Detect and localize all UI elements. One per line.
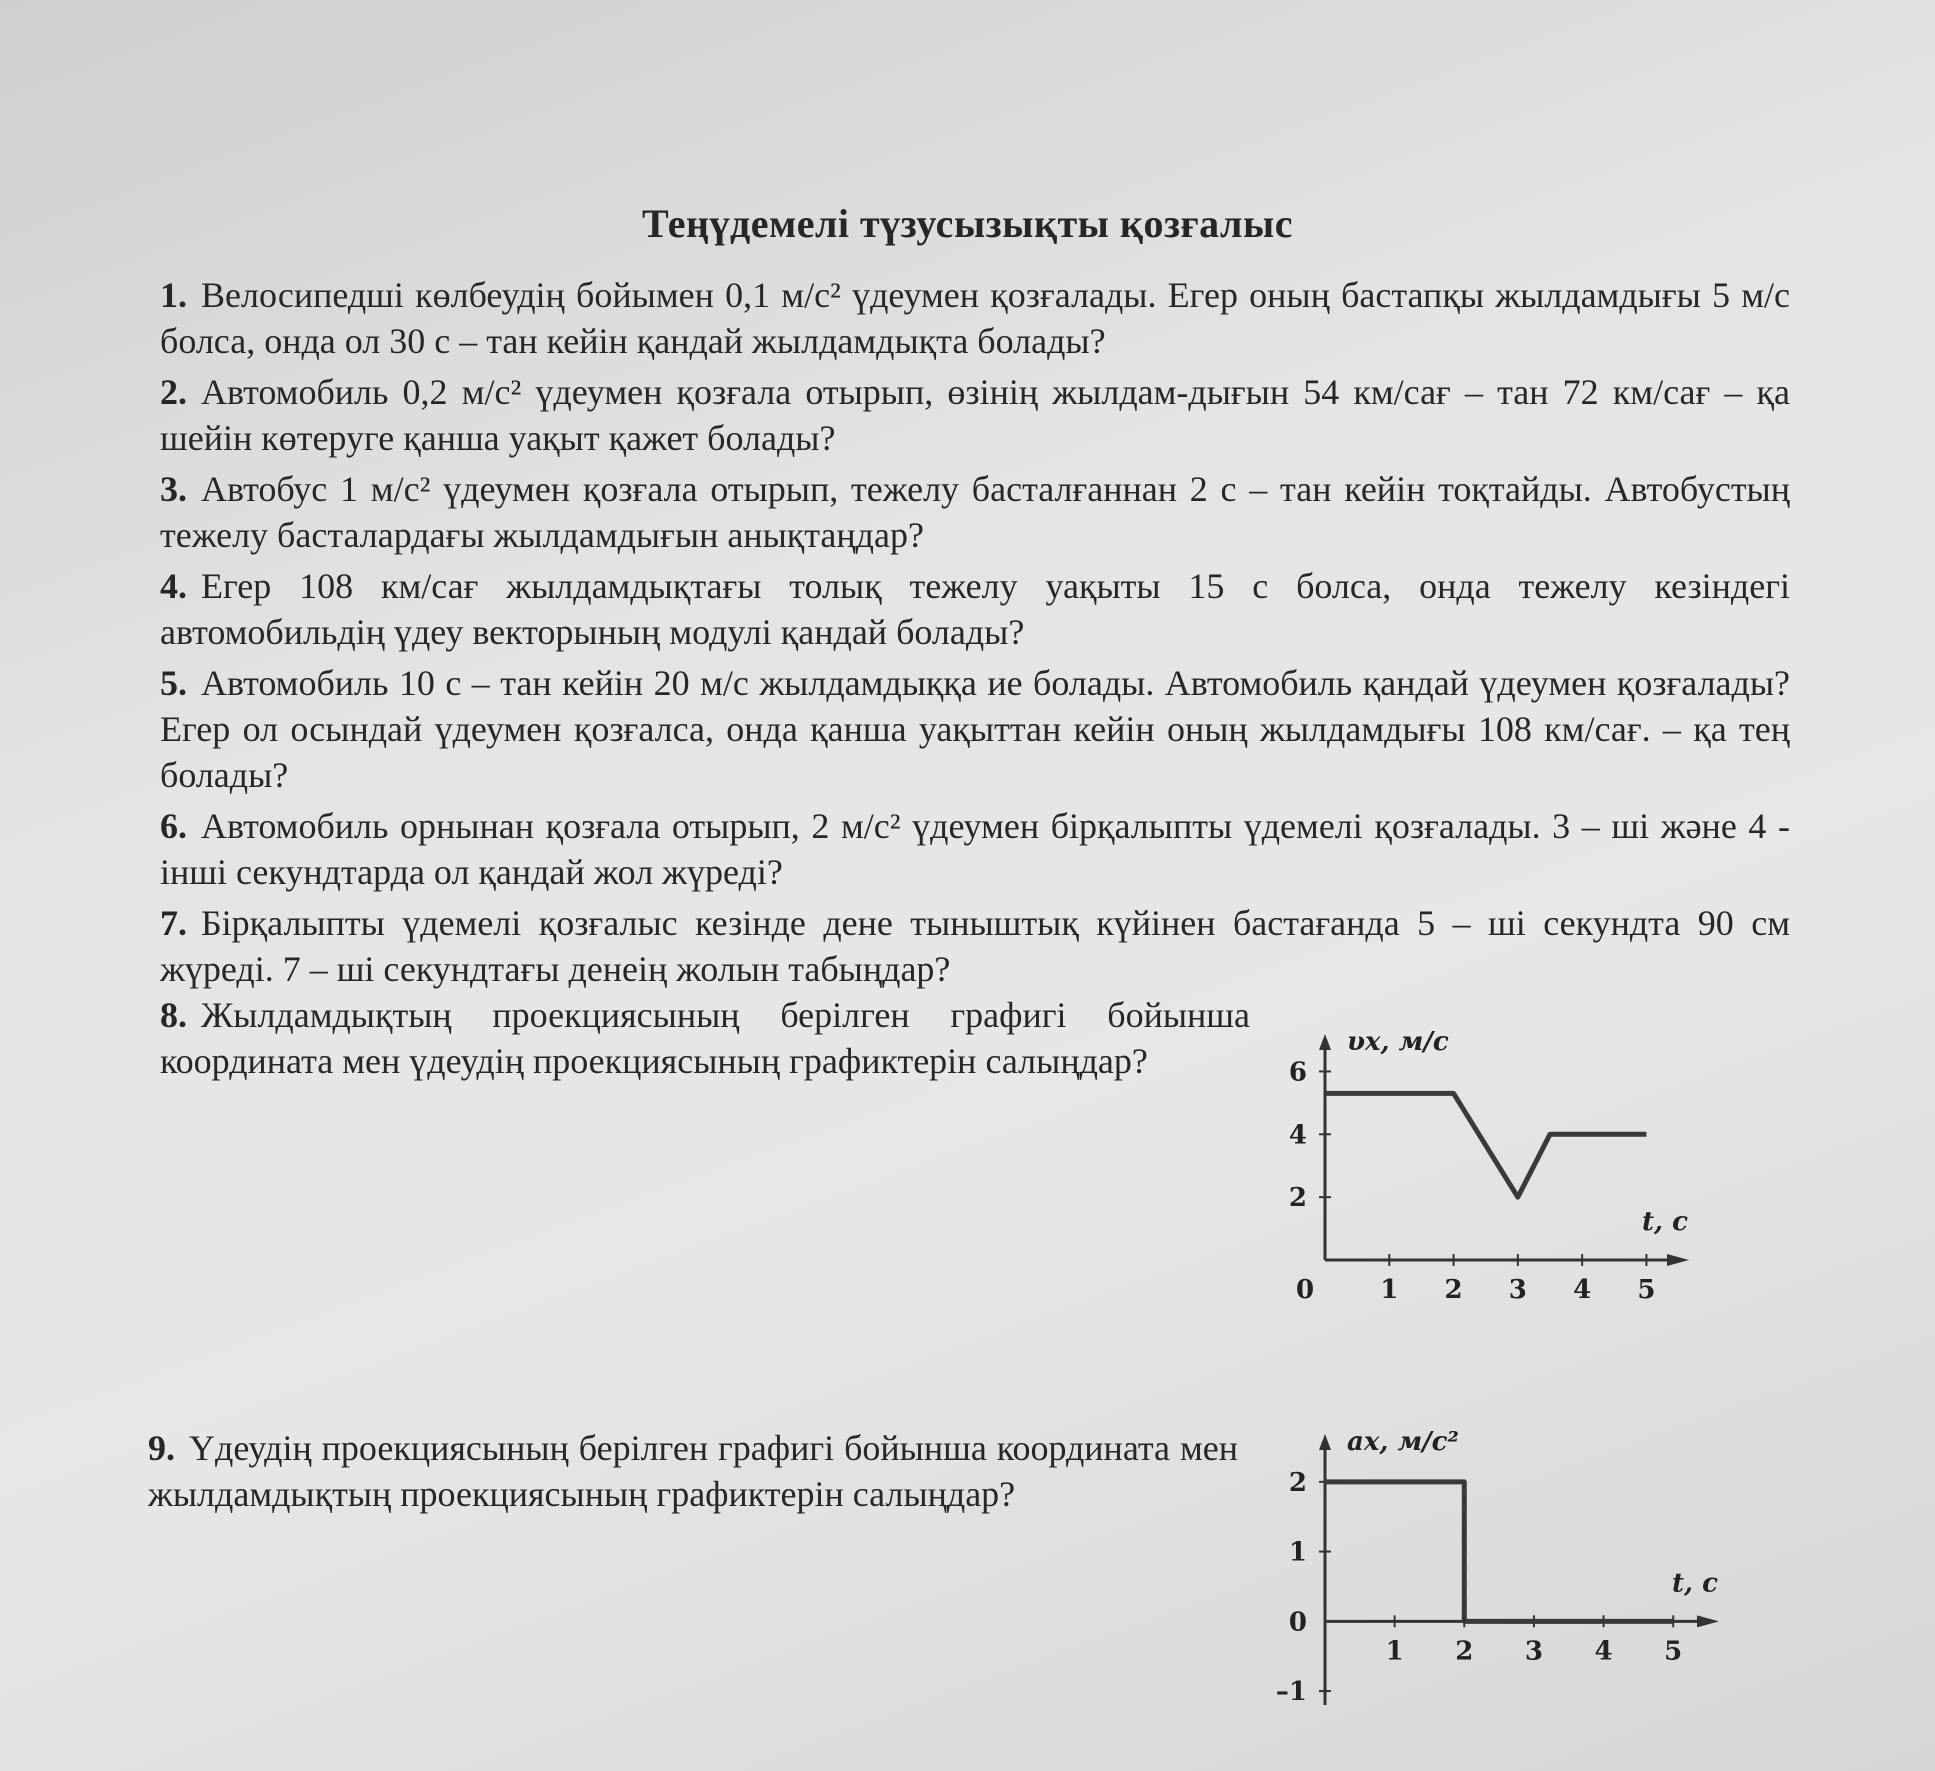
- problem-text: Автобус 1 м/с² үдеумен қозғала отырып, тежелу басталғаннан 2 с – тан кейін тоқтайды. Автобустың тежелу басталардағы жылдамдығын анықтаңдар?: [160, 469, 1790, 555]
- acceleration-graph: [1270, 1415, 1730, 1735]
- x-tick-label: 3: [1524, 1636, 1543, 1667]
- x-tick-label: 1: [1385, 1636, 1404, 1667]
- x-axis-label: t, c: [1642, 1207, 1688, 1237]
- y-tick-label: 0: [1288, 1607, 1307, 1638]
- problem-number: 9.: [148, 1428, 175, 1468]
- problem-4: [160, 563, 1790, 655]
- problem-number: 2.: [160, 372, 187, 412]
- y-tick-label: –1: [1275, 1677, 1307, 1708]
- y-tick-label: 4: [1288, 1120, 1307, 1151]
- problem-number: 6.: [160, 806, 187, 846]
- problem-text: Автомобиль орнынан қозғала отырып, 2 м/с² үдеумен бірқалыпты үдемелі қозғалады. 3 – ші және 4 - інші секундтарда ол қандай жол жүреді?: [160, 806, 1790, 892]
- x-tick-label: 5: [1637, 1275, 1656, 1305]
- x-tick-label: 0: [1295, 1275, 1315, 1305]
- x-axis-arrow: [1697, 1615, 1719, 1627]
- problem-8: [160, 992, 1250, 1084]
- problem-3: [160, 466, 1790, 558]
- problem-number: 5.: [160, 663, 187, 703]
- problem-number: 4.: [160, 566, 187, 606]
- problem-text: Автомобиль 10 с – тан кейін 20 м/с жылдамдыққа ие болады. Автомобиль қандай үдеумен қозғалады? Егер ол осындай үдеумен қозғалса, онда қанша уақыттан кейін оның жылдамдығы 108 км/сағ. – қа тең болады?: [160, 663, 1790, 795]
- y-axis-arrow: [1319, 1434, 1331, 1450]
- y-tick-label: 1: [1288, 1537, 1307, 1568]
- problem-number: 1.: [160, 275, 187, 315]
- x-tick-label: 4: [1573, 1275, 1592, 1305]
- problem-text: Автомобиль 0,2 м/с² үдеумен қозғала отырып, өзінің жылдам-дығын 54 км/сағ – тан 72 км/сағ – қа шейін көтеруге қанша уақыт қажет болады?: [160, 372, 1790, 458]
- x-axis-arrow: [1667, 1254, 1689, 1266]
- problem-7: [160, 900, 1790, 992]
- x-tick-label: 1: [1380, 1275, 1399, 1305]
- x-tick-label: 4: [1594, 1636, 1613, 1667]
- velocity-graph: [1270, 1010, 1700, 1310]
- problem-text: Бірқалыпты үдемелі қозғалыс кезінде дене тыныштық күйінен бастағанда 5 – ші секундта 90 см жүреді. 7 – ші секундтағы денеің жолын табыңдар?: [160, 903, 1790, 989]
- problem-number: 7.: [160, 903, 187, 943]
- problem-list: [160, 272, 1790, 997]
- y-axis-label: ax, м/с²: [1347, 1427, 1459, 1457]
- problem-number: 8.: [160, 995, 187, 1035]
- x-tick-label: 2: [1455, 1636, 1474, 1667]
- x-tick-label: 2: [1444, 1275, 1463, 1305]
- y-axis-arrow: [1319, 1034, 1331, 1050]
- problem-5: [160, 660, 1790, 798]
- data-series-line: [1325, 1482, 1673, 1621]
- y-tick-label: 2: [1288, 1467, 1307, 1498]
- data-series-line: [1325, 1093, 1646, 1197]
- problem-2: [160, 369, 1790, 461]
- problem-number: 3.: [160, 469, 187, 509]
- problem-text: Егер 108 км/сағ жылдамдықтағы толық тежелу уақыты 15 с болса, онда тежелу кезіндегі автомобильдің үдеу векторының модулі қандай болады?: [160, 566, 1790, 652]
- problem-text: Үдеудің проекциясының берілген графигі бойынша координата мен жылдамдықтың проекциясының графиктерін салыңдар?: [148, 1428, 1238, 1514]
- page-title: Теңүдемелі түзусызықты қозғалыс: [642, 201, 1293, 246]
- y-tick-label: 6: [1288, 1057, 1307, 1088]
- problem-text: Жылдамдықтың проекциясының берілген графигі бойынша координата мен үдеудің проекциясының графиктерін салыңдар?: [160, 995, 1250, 1081]
- x-axis-label: t, c: [1672, 1568, 1718, 1599]
- y-tick-label: 2: [1288, 1183, 1307, 1214]
- problem-6: [160, 803, 1790, 895]
- x-tick-label: 3: [1508, 1275, 1527, 1305]
- y-axis-label: υx, м/с: [1347, 1027, 1449, 1057]
- problem-1: [160, 272, 1790, 364]
- problem-text: Велосипедші көлбеудің бойымен 0,1 м/с² үдеумен қозғалады. Егер оның бастапқы жылдамдығы 5 м/с болса, онда ол 30 с – тан кейін қандай жылдамдықта болады?: [160, 275, 1790, 361]
- x-tick-label: 5: [1664, 1636, 1683, 1667]
- problem-9: [148, 1425, 1238, 1517]
